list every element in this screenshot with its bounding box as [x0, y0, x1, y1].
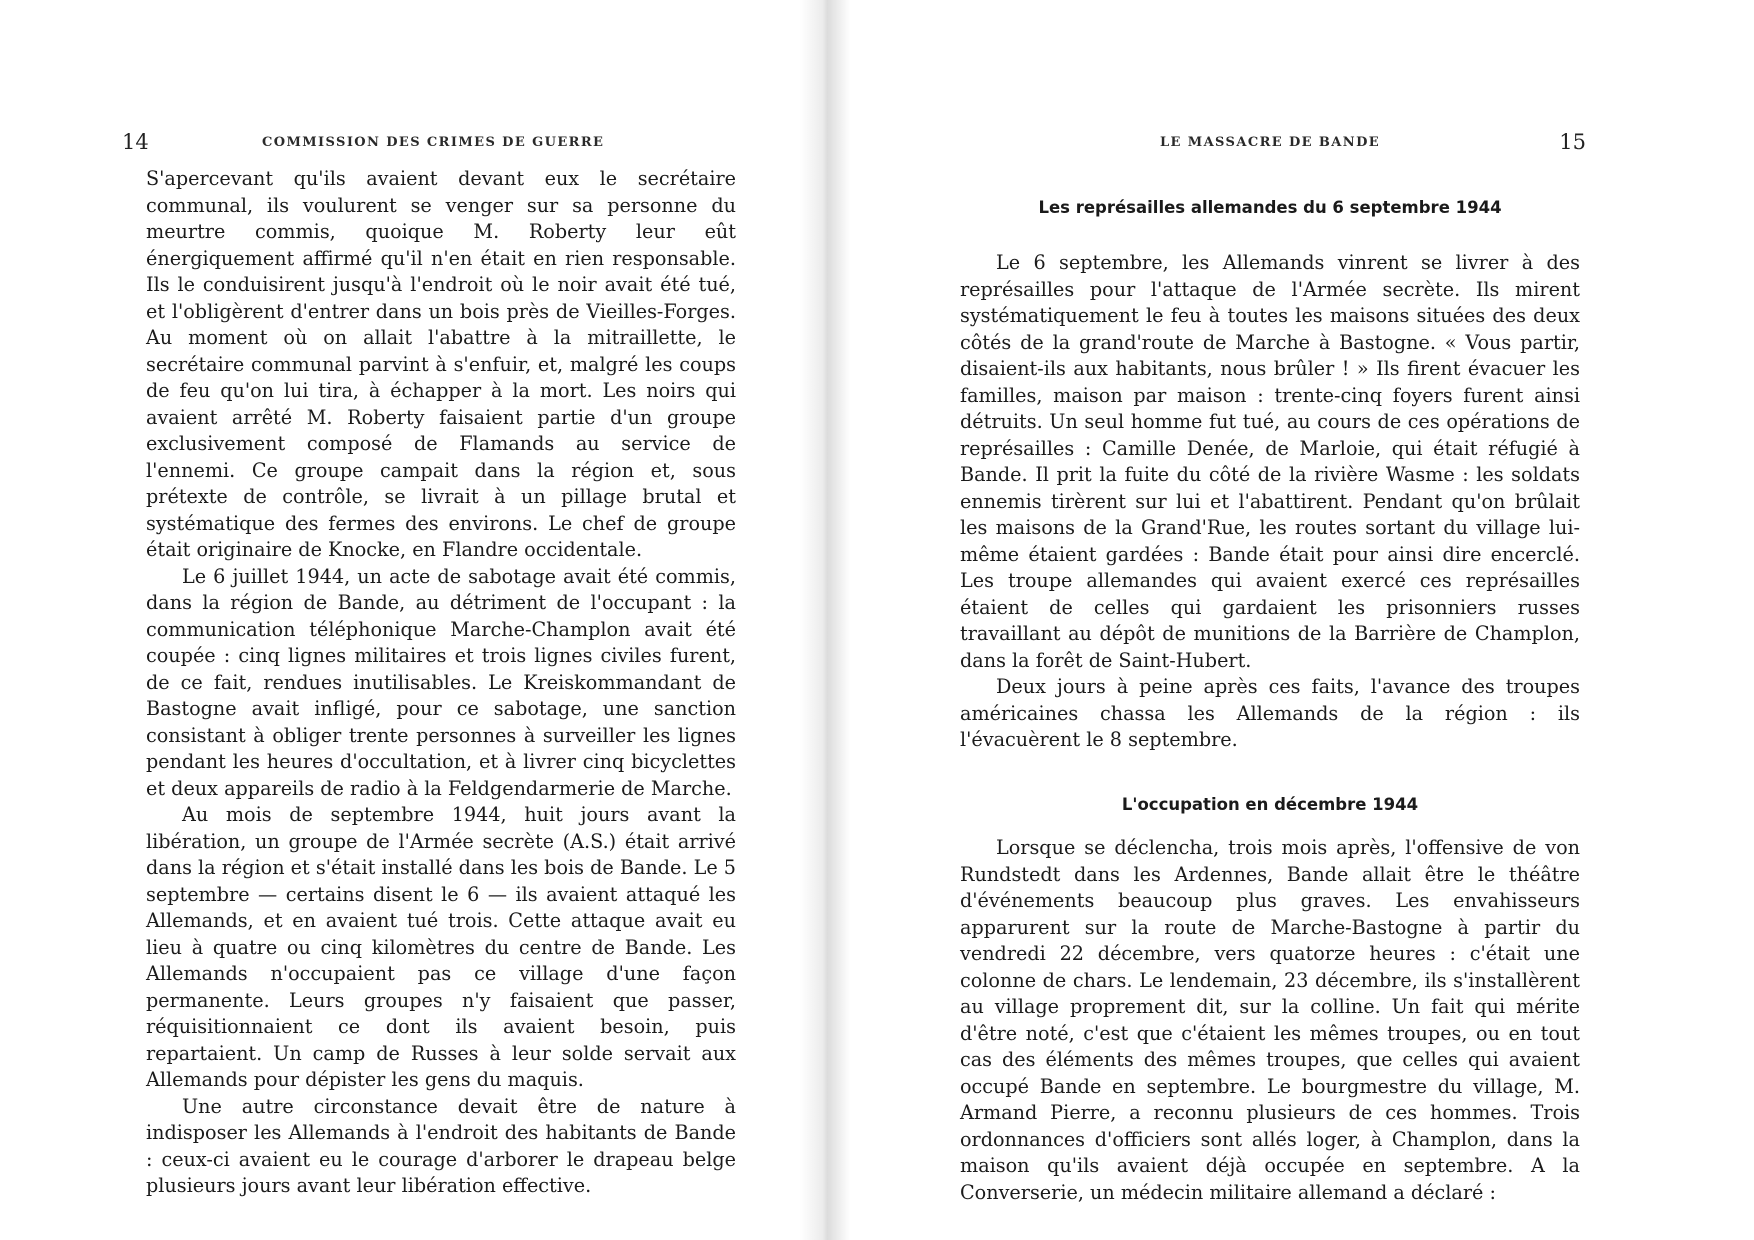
book-gutter — [800, 0, 850, 1240]
right-running-head — [960, 130, 1586, 156]
left-page-number: 14 — [122, 130, 149, 154]
left-running-title: COMMISSION DES CRIMES DE GUERRE — [262, 135, 605, 150]
left-paragraph-2: Le 6 juillet 1944, un acte de sabotage avait été commis, dans la région de Bande, au détriment de l'occupant : la communication téléphonique Marche-Champlon avait été coupée : cinq lignes militaires et trois lignes civiles furent, de ce fait, rendues inutilisables. Le Kreiskommandant de Bastogne avait infligé, pour ce sabotage, une sanction consistant à obliger trente personnes à surveiller les lignes pendant les heures d'occultation, et à livrer cinq bicyclettes et deux appareils de radio à la Feldgendarmerie de Marche. — [146, 564, 736, 800]
right-paragraph-1: Le 6 septembre, les Allemands vinrent se livrer à des représailles pour l'attaque de l'Armée secrète. Ils mirent systématiquement le feu à toutes les maisons situées des deux côtés de la grand'route de Marche à Bastogne. « Vous partir, disaient-ils aux habitants, nous brûler ! » Ils firent évacuer les familles, maison par maison : trente-cinq foyers furent ainsi détruits. Un seul homme fut tué, au cours de ces opérations de représailles : Camille Denée, de Marloie, qui était réfugié à Bande. Il prit la fuite du côté de la rivière Wasme : les soldats ennemis tirèrent sur lui et l'abattirent. Pendant qu'on brûlait les maisons de la Grand'Rue, les routes sortant du village lui-même étaient gardées : Bande était pour ainsi dire encerclé. Les troupe allemandes qui avaient exercé ces représailles étaient de celles qui gardaient les prisonniers russes travaillant au dépôt de munitions de la Barrière de Champlon, dans la forêt de Saint-Hubert. — [960, 251, 1580, 672]
section-title-occupation: L'occupation en décembre 1944 — [1121, 795, 1419, 814]
left-body-text — [146, 166, 736, 1200]
right-body-text-2 — [960, 835, 1580, 1206]
left-running-head — [122, 130, 736, 156]
right-paragraph-2: Deux jours à peine après ces faits, l'avance des troupes américaines chassa les Allemands de la région : ils l'évacuèrent le 8 septembre. — [960, 675, 1580, 751]
right-running-title: LE MASSACRE DE BANDE — [1160, 135, 1381, 150]
right-body-text-1 — [960, 250, 1580, 754]
right-paragraph-3: Lorsque se déclencha, trois mois après, l'offensive de von Rundstedt dans les Ardennes, Bande allait être le théâtre d'événements beaucoup plus graves. Les envahisseurs apparurent sur la route de Marche-Bastogne à partir du vendredi 22 décembre, vers quatorze heures : c'était une colonne de chars. Le lendemain, 23 décembre, ils s'installèrent au village proprement dit, sur la colline. Un fait qui mérite d'être noté, c'est que c'étaient les mêmes troupes, ou en tout cas des éléments des mêmes troupes, que celles qui avaient occupé Bande en septembre. Le bourgmestre du village, M. Armand Pierre, a reconnu plusieurs de ces hommes. Trois ordonnances d'officiers sont allés loger, à Champlon, dans la maison qu'ils avaient déjà occupée en septembre. A la Converserie, un médecin militaire allemand a déclaré : — [960, 836, 1580, 1204]
right-page — [960, 0, 1586, 1240]
left-paragraph-4: Une autre circonstance devait être de nature à indisposer les Allemands à l'endroit des habitants de Bande : ceux-ci avaient eu le courage d'arborer le drapeau belge plusieurs jours avant leur libération effective. — [146, 1094, 736, 1197]
right-page-number: 15 — [1559, 130, 1586, 154]
left-paragraph-1: S'apercevant qu'ils avaient devant eux le secrétaire communal, ils voulurent se venger sur sa personne du meurtre commis, quoique M. Roberty leur eût énergiquement affirmé qu'il n'en était en rien responsable. Ils le conduisirent jusqu'à l'endroit où le noir avait été tué, et l'obligèrent d'entrer dans un bois près de Vieilles-Forges. Au moment où on allait l'abattre à la mitraillette, le secrétaire communal parvint à s'enfuir, et, malgré les coups de feu qu'on lui tira, à échapper à la mort. Les noirs qui avaient arrêté M. Roberty faisaient partie d'un groupe exclusivement composé de Flamands au service de l'ennemi. Ce groupe campait dans la région et, sous prétexte de contrôle, se livrait à un pillage brutal et systématique des fermes des environs. Le chef de groupe était originaire de Knocke, en Flandre occidentale. — [146, 167, 736, 561]
left-paragraph-3: Au mois de septembre 1944, huit jours avant la libération, un groupe de l'Armée secrète (A.S.) était arrivé dans la région et s'était installé dans les bois de Bande. Le 5 septembre — certains disent le 6 — ils avaient attaqué les Allemands, et en avaient tué trois. Cette attaque avait eu lieu à quatre ou cinq kilomètres du centre de Bande. Les Allemands n'occupaient pas ce village d'une façon permanente. Leurs groupes n'y faisaient que passer, réquisitionnaient ce dont ils avaient besoin, puis repartaient. Un camp de Russes à leur solde servait aux Allemands pour dépister les gens du maquis. — [146, 803, 736, 1091]
left-page — [122, 0, 736, 1240]
section-title-reprisals: Les représailles allemandes du 6 septembre 1944 — [1038, 198, 1502, 217]
